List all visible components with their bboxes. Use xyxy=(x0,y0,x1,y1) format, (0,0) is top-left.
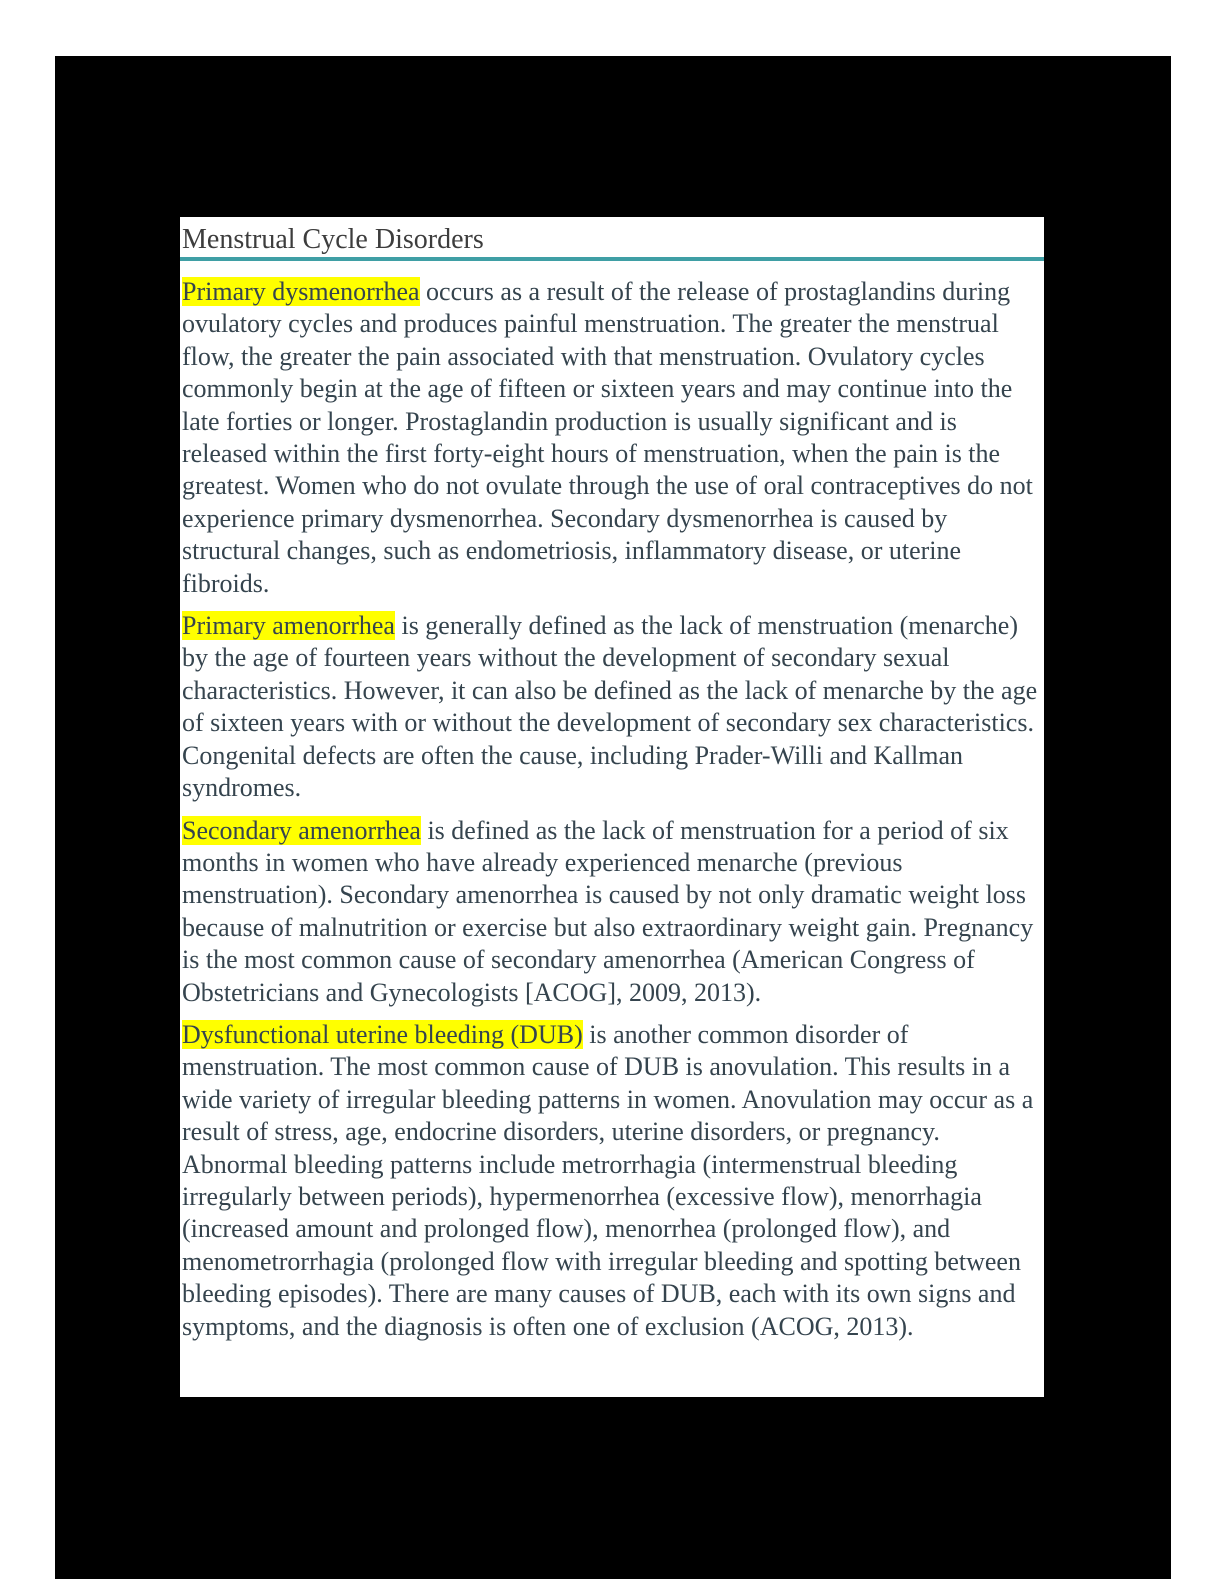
page-title: Menstrual Cycle Disorders xyxy=(180,217,1044,261)
document-page xyxy=(180,217,1044,1397)
paragraph-text: is defined as the lack of menstruation for a period of six months in women who have already experienced menarche (previous menstruation). Secondary amenorrhea is caused by not only dramatic weight loss because of malnutrition or exercise but also extraordinary weight gain. Pregnancy is the most common cause of secondary amenorrhea (American Congress of Obstetricians and Gynecologists [ACOG], 2009, 2013). xyxy=(182,815,1034,1007)
highlighted-term: Dysfunctional uterine bleeding (DUB) xyxy=(182,1019,583,1049)
highlighted-term: Secondary amenorrhea xyxy=(182,815,421,845)
paragraph-dysfunctional-uterine-bleeding xyxy=(182,1019,1042,1343)
highlighted-term: Primary amenorrhea xyxy=(182,611,395,641)
paragraph-text: occurs as a result of the release of prostaglandins during ovulatory cycles and produces painful menstruation. The greater the menstrual flow, the greater the pain associated with that menstruation. Ovulatory cycles commonly begin at the age of fifteen or sixteen years and may continue into the late forties or longer. Prostaglandin production is usually significant and is released within the first forty-eight hours of menstruation, when the pain is the greatest. Women who do not ovulate through the use of oral contraceptives do not experience primary dysmenorrhea. Secondary dysmenorrhea is caused by structural changes, such as endometriosis, inflammatory disease, or uterine fibroids. xyxy=(182,277,1033,598)
paragraph-text: is another common disorder of menstruation. The most common cause of DUB is anovulation. This results in a wide variety of irregular bleeding patterns in women. Anovulation may occur as a result of stress, age, endocrine disorders, uterine disorders, or pregnancy. Abnormal bleeding patterns include metrorrhagia (intermenstrual bleeding irregularly between periods), hypermenorrhea (excessive flow), menorrhagia (increased amount and prolonged flow), menorrhea (prolonged flow), and menometrorrhagia (prolonged flow with irregular bleeding and spotting between bleeding episodes). There are many causes of DUB, each with its own signs and symptoms, and the diagnosis is often one of exclusion (ACOG, 2013). xyxy=(182,1019,1034,1341)
paragraph-text: is generally defined as the lack of menstruation (menarche) by the age of fourteen years without the development of secondary sexual characteristics. However, it can also be defined as the lack of menarche by the age of sixteen years with or without the development of secondary sex characteristics. Congenital defects are often the cause, including Prader-Willi and Kallman syndromes. xyxy=(182,611,1038,803)
paragraph-secondary-amenorrhea xyxy=(182,815,1042,1009)
highlighted-term: Primary dysmenorrhea xyxy=(182,277,420,306)
paragraph-primary-dysmenorrhea xyxy=(182,276,1042,600)
paragraph-primary-amenorrhea xyxy=(182,610,1042,804)
